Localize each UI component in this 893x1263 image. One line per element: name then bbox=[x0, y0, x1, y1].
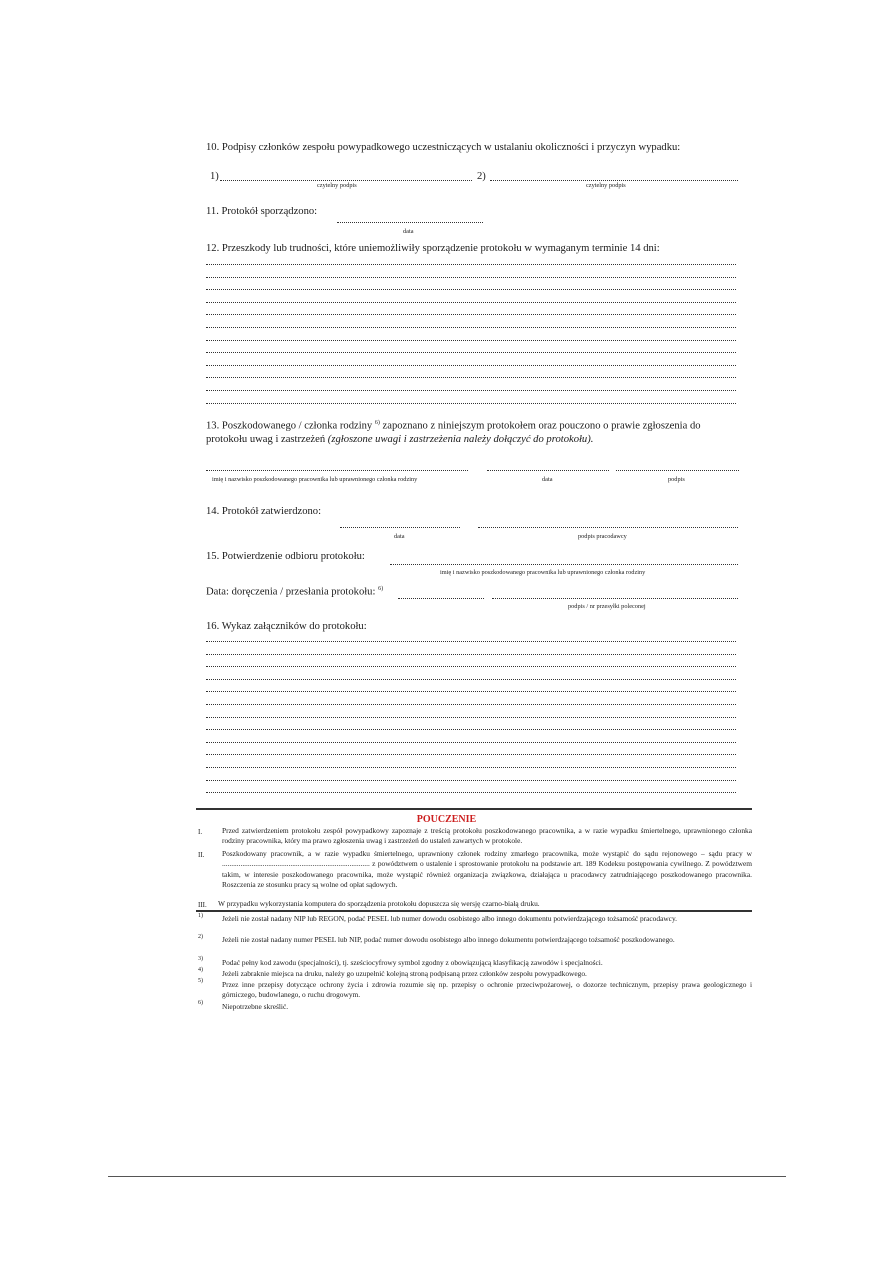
employer-sign-caption: podpis pracodawcy bbox=[578, 533, 627, 540]
signature-1-field[interactable] bbox=[220, 180, 472, 181]
blank-line[interactable] bbox=[206, 792, 736, 793]
pouczenie-text-3: W przypadku wykorzystania komputera do sporządzenia protokołu dopuszcza się wersję czarno-białą druku. bbox=[218, 899, 540, 908]
section-15-title: 15. Potwierdzenie odbioru protokołu: bbox=[206, 551, 365, 562]
receipt-name-caption: imię i nazwisko poszkodowanego pracownika lub uprawnionego członka rodziny bbox=[440, 569, 646, 576]
footnote-1-num: 1) bbox=[198, 913, 203, 919]
protocol-date-field[interactable] bbox=[337, 222, 483, 223]
footnote-6-ref-2: 6) bbox=[378, 586, 384, 592]
blank-line[interactable] bbox=[206, 717, 736, 718]
delivery-date-text: Data: doręczenia / przesłania protokołu: bbox=[206, 586, 376, 598]
section-13-note: (zgłoszone uwagi i zastrzeżenia należy dołączyć do protokołu). bbox=[327, 434, 594, 445]
blank-line[interactable] bbox=[206, 264, 736, 265]
footnote-6-text: Niepotrzebne skreślić. bbox=[222, 1002, 289, 1011]
familiarization-date-caption: data bbox=[542, 476, 553, 483]
familiarization-sign-caption: podpis bbox=[668, 476, 685, 483]
delivery-sign-caption: podpis / nr przesyłki poleconej bbox=[568, 603, 646, 610]
recipient-name-caption: imię i nazwisko poszkodowanego pracownika lub uprawnionego członka rodziny bbox=[212, 476, 418, 483]
familiarization-date-field[interactable] bbox=[487, 470, 609, 471]
signature-2-caption: czytelny podpis bbox=[586, 182, 626, 189]
footnotes-rule bbox=[196, 910, 752, 912]
pouczenie-num-2: II. bbox=[198, 851, 205, 859]
blank-line[interactable] bbox=[206, 729, 736, 730]
footnote-3-num: 3) bbox=[198, 956, 203, 962]
footnote-5-text: Przez inne przepisy dotyczące ochrony życia i zdrowia rozumie się np. przepisy o ochronie przeciwpożarowej, o dozorze technicznym, przepisy prawa geologicznego i górniczego, budowlanego, o ruchu drogowym. bbox=[222, 980, 752, 1000]
blank-line[interactable] bbox=[206, 704, 736, 705]
blank-line[interactable] bbox=[206, 302, 736, 303]
section-13-line-1 bbox=[206, 420, 701, 432]
pouczenie-text-2: Poszkodowany pracownik, a w razie wypadku śmiertelnego, uprawniony członek rodziny zmarłego pracownika, może wystąpić do sądu rejonowego – sądu pracy w ................................................................................ z powództwem o ustalenie i sprostowanie protokołu na podstawie art. 189 Kodeksu postępowania cywilnego. Z powództwem takim, w interesie poszkodowanego pracownika, może wystąpić również organizacja związkowa, działająca u pracodawcy zatrudniającego poszkodowanego pracownika. Roszczenia ze stosunku pracy są wolne od opłat sądowych. bbox=[222, 849, 752, 890]
recipient-name-field[interactable] bbox=[206, 470, 468, 471]
blank-line[interactable] bbox=[206, 691, 736, 692]
blank-line[interactable] bbox=[206, 327, 736, 328]
blank-line[interactable] bbox=[206, 340, 736, 341]
blank-line[interactable] bbox=[206, 289, 736, 290]
pouczenie-num-3: III. bbox=[198, 901, 207, 909]
footnote-2-text: Jeżeli nie został nadany numer PESEL lub NIP, podać numer dowodu osobistego albo innego dokumentu potwierdzającego tożsamość poszkodowanego. bbox=[222, 935, 675, 944]
blank-line[interactable] bbox=[206, 767, 736, 768]
delivery-sign-field[interactable] bbox=[492, 598, 738, 599]
signature-2-number: 2) bbox=[477, 171, 486, 182]
footnote-6-ref: 6) bbox=[374, 420, 380, 426]
footnote-4-num: 4) bbox=[198, 967, 203, 973]
signature-1-number: 1) bbox=[210, 171, 219, 182]
section-12-title: 12. Przeszkody lub trudności, które uniemożliwiły sporządzenie protokołu w wymaganym terminie 14 dni: bbox=[206, 243, 660, 254]
blank-line[interactable] bbox=[206, 377, 736, 378]
approval-date-caption: data bbox=[394, 533, 405, 540]
pouczenie-text-1: Przed zatwierdzeniem protokołu zespół powypadkowy zapoznaje z treścią protokołu poszkodowanego pracownika, a w razie wypadku śmiertelnego, uprawnionego członka rodziny pracownika, który ma prawo zgłoszenia uwag i zastrzeżeń do ustaleń zawartych w protokole. bbox=[222, 826, 752, 846]
pouczenie-top-rule bbox=[196, 808, 752, 810]
section-13-text-b: zapoznano z niniejszym protokołem oraz pouczono o prawie zgłoszenia do bbox=[382, 420, 701, 432]
blank-line[interactable] bbox=[206, 277, 736, 278]
section-10-title: 10. Podpisy członków zespołu powypadkowego uczestniczących w ustalaniu okoliczności i przyczyn wypadku: bbox=[206, 142, 681, 153]
blank-line[interactable] bbox=[206, 641, 736, 642]
familiarization-sign-field[interactable] bbox=[616, 470, 739, 471]
signature-2-field[interactable] bbox=[490, 180, 738, 181]
footnote-5-num: 5) bbox=[198, 978, 203, 984]
section-16-title: 16. Wykaz załączników do protokołu: bbox=[206, 621, 367, 632]
pouczenie-title: POUCZENIE bbox=[416, 814, 477, 825]
blank-line[interactable] bbox=[206, 314, 736, 315]
blank-line[interactable] bbox=[206, 352, 736, 353]
section-13-text-a: 13. Poszkodowanego / członka rodziny bbox=[206, 420, 373, 432]
delivery-date-label bbox=[206, 586, 383, 598]
protocol-date-caption: data bbox=[403, 228, 414, 235]
footnote-3-text: Podać pełny kod zawodu (specjalności), tj. sześciocyfrowy symbol zgodny z obowiązującą klasyfikacją zawodów i specjalności. bbox=[222, 958, 603, 967]
blank-line[interactable] bbox=[206, 390, 736, 391]
page-footer-rule bbox=[108, 1176, 786, 1177]
pouczenie-num-1: I. bbox=[198, 828, 203, 836]
blank-line[interactable] bbox=[206, 365, 736, 366]
employer-sign-field[interactable] bbox=[478, 527, 738, 528]
approval-date-field[interactable] bbox=[340, 527, 460, 528]
footnote-4-text: Jeżeli zabraknie miejsca na druku, należy go uzupełnić kolejną stroną podpisaną przez członków zespołu powypadkowego. bbox=[222, 969, 587, 978]
delivery-date-field[interactable] bbox=[398, 598, 484, 599]
footnote-6-num: 6) bbox=[198, 1000, 203, 1006]
blank-line[interactable] bbox=[206, 679, 736, 680]
signature-1-caption: czytelny podpis bbox=[317, 182, 357, 189]
section-14-title: 14. Protokół zatwierdzono: bbox=[206, 506, 322, 517]
blank-line[interactable] bbox=[206, 654, 736, 655]
blank-line[interactable] bbox=[206, 754, 736, 755]
blank-line[interactable] bbox=[206, 780, 736, 781]
receipt-name-field[interactable] bbox=[390, 564, 738, 565]
blank-line[interactable] bbox=[206, 742, 736, 743]
blank-line[interactable] bbox=[206, 403, 736, 404]
footnote-1-text: Jeżeli nie został nadany NIP lub REGON, podać PESEL lub numer dowodu osobistego albo innego dokumentu potwierdzającego tożsamość pracodawcy. bbox=[222, 914, 678, 923]
section-13-text-c: protokołu uwag i zastrzeżeń bbox=[206, 434, 326, 445]
blank-line[interactable] bbox=[206, 666, 736, 667]
section-13-line-2 bbox=[206, 434, 593, 445]
section-11-title: 11. Protokół sporządzono: bbox=[206, 206, 318, 217]
footnote-2-num: 2) bbox=[198, 934, 203, 940]
